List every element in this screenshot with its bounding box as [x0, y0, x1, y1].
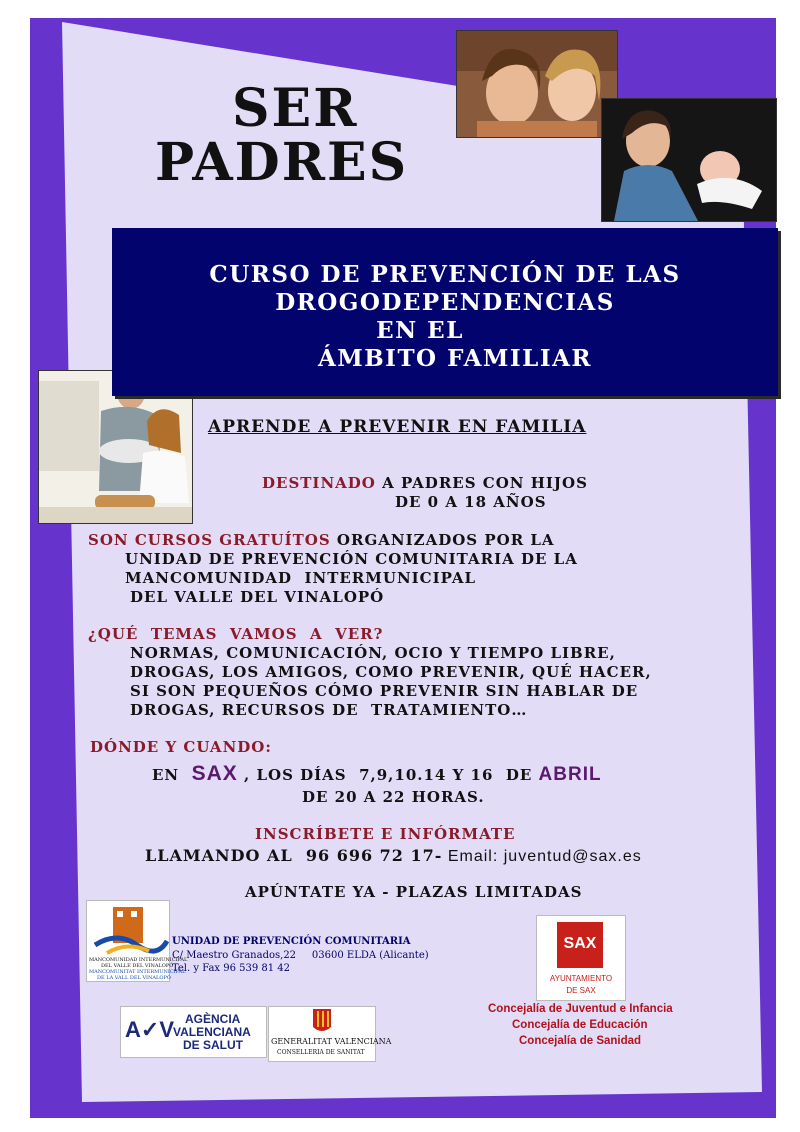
logo-line-1: MANCOMUNIDAD INTERMUNICIPAL — [89, 957, 188, 963]
ayuntamiento-line-2: DE SAX — [566, 986, 596, 995]
donde-line — [152, 762, 602, 786]
generalitat-crest-icon — [269, 1007, 375, 1037]
destinado-highlight: DESTINADO — [262, 474, 376, 492]
banner-line-2: DROGODEPENDENCIAS — [275, 289, 615, 316]
cursos-line-2: UNIDAD DE PREVENCIÓN COMUNITARIA DE LA — [125, 550, 578, 568]
temas-line-4: DROGAS, RECURSOS DE TRATAMIENTO… — [130, 701, 528, 719]
donde-heading: DÓNDE Y CUANDO: — [90, 738, 272, 756]
unidad-address: C/ Maestro Granados,22 03600 ELDA (Alicante) — [172, 950, 429, 961]
donde-en: EN — [152, 766, 180, 784]
course-banner — [112, 228, 778, 396]
inscribete-heading: INSCRÍBETE E INFÓRMATE — [255, 825, 516, 843]
agencia-line-2: VALENCIANA — [173, 1025, 251, 1039]
inscribete-phone: LLAMANDO AL 96 696 72 17- — [145, 846, 443, 865]
mancomunidad-logo — [86, 900, 188, 982]
agencia-valenciana-logo — [120, 1006, 267, 1058]
banner-line-3: EN EL — [376, 317, 464, 344]
destinado-line-2: DE 0 A 18 AÑOS — [395, 493, 547, 511]
banner-line-1: CURSO DE PREVENCIÓN DE LAS — [209, 261, 681, 288]
mancomunidad-emblem-icon — [87, 901, 169, 957]
cursos-rest: ORGANIZADOS POR LA — [336, 531, 555, 549]
subheading: APRENDE A PREVENIR EN FAMILIA — [208, 417, 587, 437]
sax-mark: SAX — [563, 935, 597, 952]
logo-line-3: MANCOMUNITAT INTERMUNICIPAL — [89, 969, 186, 975]
concejalia-1: Concejalía de Juventud e Infancia — [488, 1003, 673, 1015]
generalitat-line-2: CONSELLERIA DE SANITAT — [277, 1049, 365, 1056]
donde-hours: DE 20 A 22 HORAS. — [302, 788, 485, 806]
unidad-name: UNIDAD DE PREVENCIÓN COMUNITARIA — [172, 936, 411, 947]
title-line-2: PADRES — [155, 132, 409, 193]
concejalia-2: Concejalía de Educación — [512, 1019, 648, 1031]
donde-dias: , LOS DÍAS 7,9,10.14 Y 16 DE — [244, 766, 533, 784]
title-line-1: SER — [232, 78, 359, 139]
cursos-line-1 — [88, 531, 555, 549]
photo-mother-baby — [601, 98, 777, 222]
inscribete-email[interactable]: Email: juventud@sax.es — [442, 848, 642, 865]
agencia-line-3: DE SALUT — [183, 1038, 243, 1052]
banner-line-4: ÁMBITO FAMILIAR — [317, 345, 593, 372]
temas-line-3: SI SON PEQUEÑOS CÓMO PREVENIR SIN HABLAR DE — [130, 682, 639, 700]
cursos-line-4: DEL VALLE DEL VINALOPÓ — [130, 588, 385, 606]
inscribete-line — [145, 846, 642, 866]
apuntate-line: APÚNTATE YA - PLAZAS LIMITADAS — [245, 883, 583, 901]
ayuntamiento-sax-logo — [536, 915, 626, 1001]
cursos-highlight: SON CURSOS GRATUÍTOS — [88, 531, 331, 549]
destinado-line-1 — [262, 474, 588, 492]
generalitat-line-1: GENERALITAT VALENCIANA — [271, 1037, 392, 1046]
logo-line-4: DE LA VALL DEL VINALOPÓ — [97, 975, 171, 981]
temas-line-2: DROGAS, LOS AMIGOS, COMO PREVENIR, QUÉ HACER, — [130, 663, 652, 681]
agencia-mark: A✓V — [125, 1017, 174, 1042]
cursos-line-3: MANCOMUNIDAD INTERMUNICIPAL — [125, 569, 476, 587]
donde-month: ABRIL — [538, 764, 602, 785]
agencia-line-1: AGÈNCIA — [185, 1012, 241, 1026]
sax-emblem — [557, 922, 603, 968]
photo-mother-daughter — [456, 30, 618, 138]
destinado-rest: A PADRES CON HIJOS — [382, 474, 588, 492]
generalitat-logo — [268, 1006, 392, 1062]
temas-line-1: NORMAS, COMUNICACIÓN, OCIO Y TIEMPO LIBRE, — [130, 644, 616, 662]
ayuntamiento-line-1: AYUNTAMIENTO — [549, 974, 613, 983]
donde-place: SAX — [191, 762, 238, 785]
temas-heading: ¿QUÉ TEMAS VAMOS A VER? — [88, 625, 384, 643]
logo-line-2: DEL VALLE DEL VINALOPÓ — [101, 963, 174, 969]
unidad-tel: Tel. y Fax 96 539 81 42 — [172, 963, 291, 974]
concejalia-3: Concejalía de Sanidad — [519, 1035, 642, 1047]
